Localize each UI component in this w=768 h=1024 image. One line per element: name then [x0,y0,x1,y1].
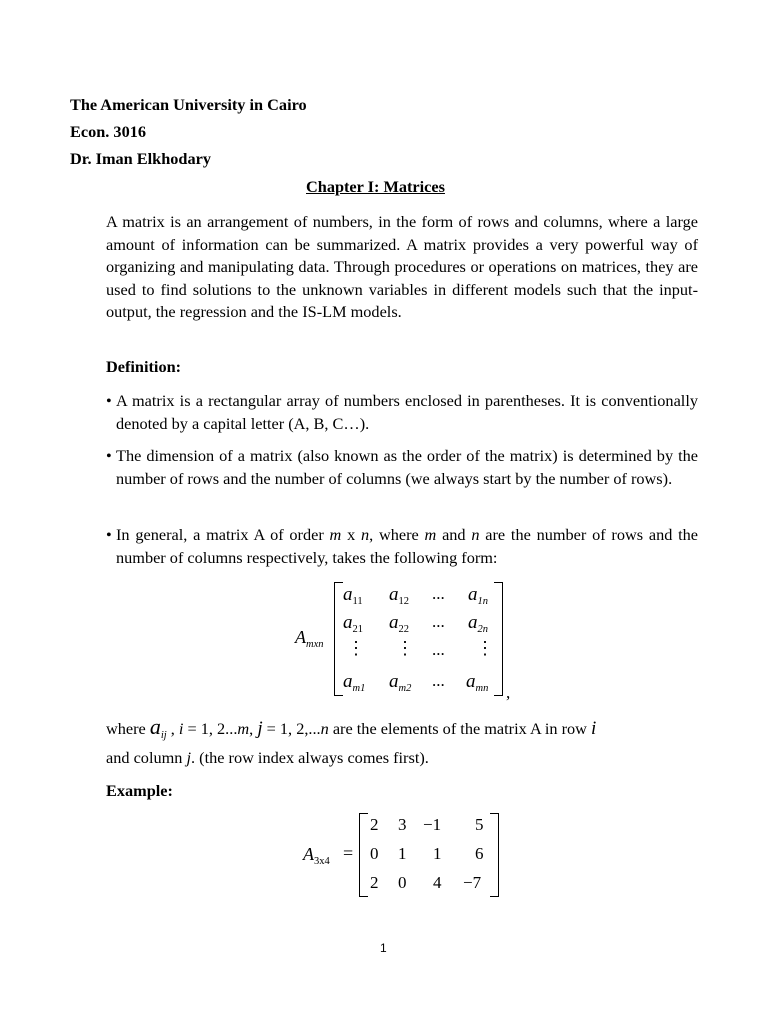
matrix-cell: $a_{22}$ [389,612,409,635]
course-code: Econ. 3016 [70,122,146,141]
definition-heading: Definition: [106,357,182,376]
matrix-cell: $a_{11}$ [343,584,363,607]
matrix-cell: $a_{m2}$ [389,671,412,694]
matrix-cell: $a_{12}$ [389,584,409,607]
chapter-title: Chapter I: Matrices [306,177,445,196]
matrix-cell: −1 [423,815,442,834]
matrix-cell: 1 [398,844,407,863]
matrix-cell: $a_{21}$ [343,612,363,635]
equals-sign: = [343,843,354,863]
matrix-hdots: ... [432,671,445,690]
bullet-text: A matrix is a rectangular array of numbers enclosed in parentheses. It is conventionally denoted by a capital letter (A, B, C…). [116,391,698,433]
instructor-name: Dr. Iman Elkhodary [70,149,211,168]
matrix-cell: $a_{2n}$ [468,612,488,635]
matrix-hdots: ... [432,584,445,603]
matrix-hdots: ... [432,640,445,659]
matrix-cell: 0 [398,873,407,892]
bullet-icon: • [106,525,112,544]
right-bracket [490,813,499,897]
bullet-icon: • [106,446,112,465]
matrix-vdots: ⋮ [347,638,365,658]
matrix-cell: $a_{m1}$ [343,671,366,694]
where-line: where $a_{ij}$ , i = 1, 2...m, j = 1, 2,...n are the elements of the matrix A in row i [106,714,597,741]
matrix-hdots: ... [432,612,445,631]
matrix-cell: 4 [433,873,442,892]
matrix-cell: 2 [370,815,379,834]
university-name: The American University in Cairo [70,95,307,114]
example-label: $A_{3x4}$ [303,844,330,867]
page-number: 1 [380,941,387,955]
matrix-cell: 3 [398,815,407,834]
matrix-vdots: ⋮ [396,638,414,658]
matrix-cell: $a_{mn}$ [466,671,489,694]
matrix-cell: $a_{1n}$ [468,584,488,607]
matrix-cell: 5 [475,815,484,834]
left-bracket [359,813,368,897]
matrix-cell: −7 [463,873,482,892]
matrix-cell: 6 [475,844,484,863]
matrix-trailing-comma: , [506,683,511,702]
column-line: and column j. (the row index always comes first). [106,748,429,767]
matrix-cell: 2 [370,873,379,892]
bullet-text: In general, a matrix A of order m x n, where m and n are the number of rows and the number of columns respectively, takes the following form: [116,525,699,567]
bullet-icon: • [106,391,112,410]
example-heading: Example: [106,781,173,800]
matrix-label: $A_{mxn}$ [295,627,324,650]
matrix-cell: 1 [433,844,442,863]
matrix-cell: 0 [370,844,379,863]
bullet-text: The dimension of a matrix (also known as the order of the matrix) is determined by the number of rows and the number of columns (we always start by the number of rows). [116,446,698,488]
intro-paragraph: A matrix is an arrangement of numbers, in the form of rows and columns, where a large amount of information can be summarized. A matrix provides a very powerful way of organizing and manipulating data. Through procedures or operations on matrices, they are used to find solutions to the unknown variables in different models such that the input-output, the regression and the IS-LM models. [106,212,698,321]
matrix-vdots: ⋮ [476,638,494,658]
